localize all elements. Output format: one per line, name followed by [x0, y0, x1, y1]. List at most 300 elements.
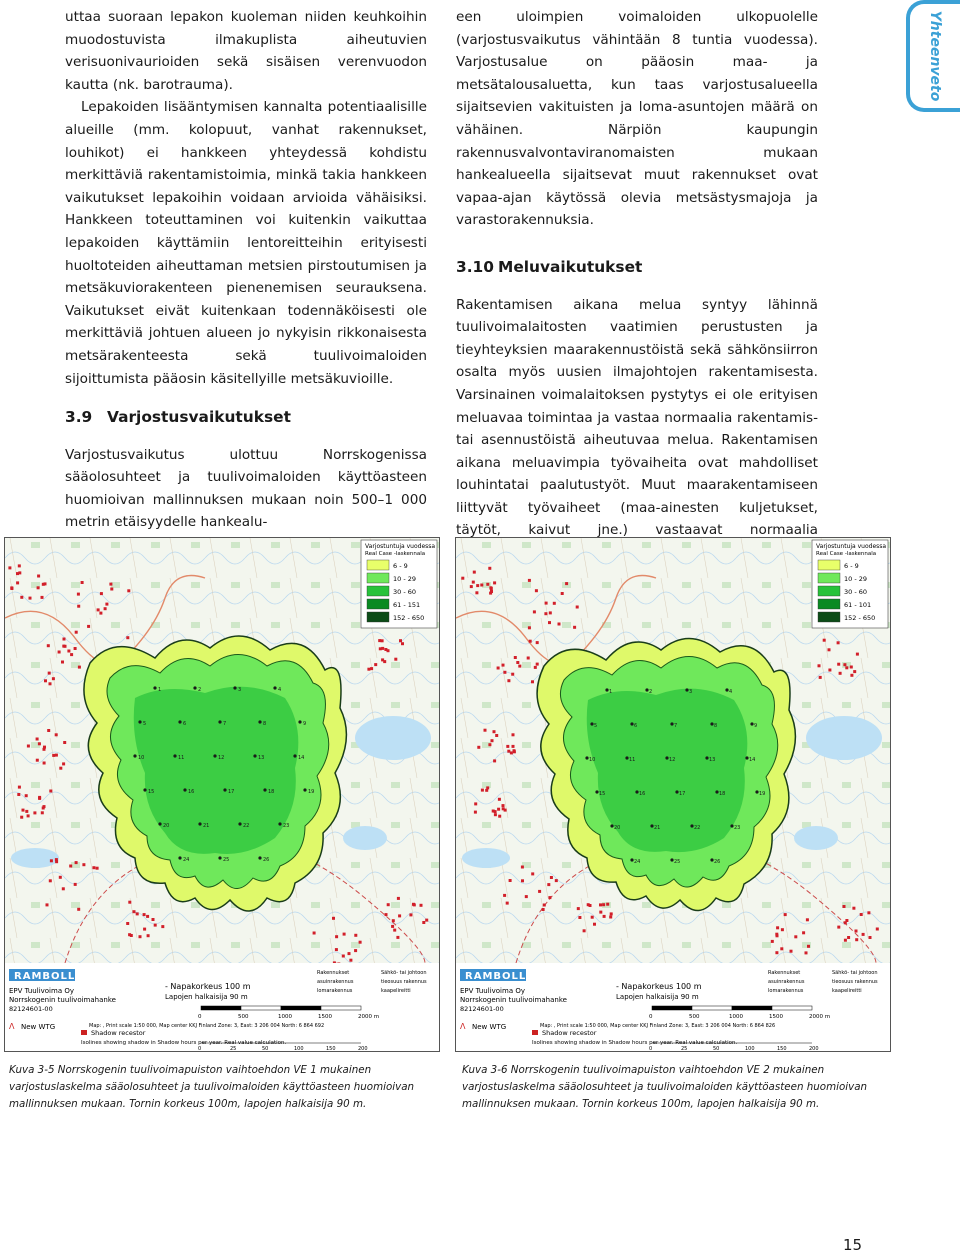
heading-text: Meluvaikutukset [498, 257, 643, 276]
receptor-icon [394, 658, 397, 661]
turbine-number: 13 [709, 757, 716, 763]
receptor-icon [74, 647, 77, 650]
turbine-icon [133, 754, 136, 757]
turbine-number: 6 [183, 721, 187, 727]
receptor-icon [818, 664, 821, 667]
turbine-number: 3 [238, 687, 242, 693]
turbine-number: 24 [183, 857, 190, 863]
receptor-icon [396, 936, 399, 939]
turbine-number: 12 [218, 755, 225, 761]
legend-swatch [367, 612, 389, 622]
project-code: 82124601-00 [9, 1005, 53, 1013]
receptor-icon [343, 933, 346, 936]
turbine-number: 14 [298, 755, 305, 761]
receptor-icon [20, 596, 23, 599]
receptor-icon [16, 581, 19, 584]
receptor-icon [133, 910, 136, 913]
receptor-icon [62, 762, 65, 765]
receptor-icon [370, 667, 373, 670]
receptor-icon [398, 914, 401, 917]
scale-label: 2000 m [358, 1014, 380, 1020]
legend-swatch [818, 573, 840, 583]
turbine-icon [263, 788, 266, 791]
scale-label-bottom: 200 [809, 1046, 819, 1051]
receptor-icon [359, 941, 362, 944]
receptor-icon [43, 805, 46, 808]
receptor-icon [52, 754, 55, 757]
receptor-icon [576, 606, 579, 609]
turbine-icon [178, 856, 181, 859]
lake [462, 848, 510, 868]
receptor-icon [548, 621, 551, 624]
receptor-icon [126, 922, 129, 925]
receptor-icon [609, 916, 612, 919]
receptor-icon [591, 916, 594, 919]
map-info: Map: , Print scale 1:50 000, Map center KKJ Finland Zone: 3, East: 3 206 004 North: 6 864 692 [89, 1023, 325, 1029]
legend-label: 10 - 29 [844, 575, 868, 583]
receptor-label: Shadow recestor [542, 1029, 597, 1037]
legend-label: 30 - 60 [844, 588, 868, 596]
receptor-icon [819, 676, 822, 679]
receptor-icon [97, 608, 100, 611]
receptor-icon [518, 665, 521, 668]
receptor-icon [506, 902, 509, 905]
receptor-icon [381, 639, 384, 642]
receptor-icon [96, 867, 99, 870]
legend-label: 152 - 650 [844, 614, 876, 622]
receptor-icon [494, 810, 497, 813]
receptor-icon [50, 859, 53, 862]
turbine-number: 10 [589, 757, 596, 763]
project-name: Norrskogenin tuulivoimahanke [460, 996, 567, 1004]
scale-segment [652, 1006, 692, 1010]
figure-caption-3-6: Kuva 3-6 Norrskogenin tuulivoimapuiston vaihtoehdon VE 2 mukainen varjostuslaskelma sääolosuhteet ja tuulivoimaloiden käyttöasteen huomioivan mallinnuksen mukaan. Tornin korkeus 100m, lapojen halkaisija 90 m. [462, 1064, 868, 1110]
heading-3-10 [456, 256, 818, 279]
new-wtg-label: New WTG [472, 1023, 507, 1031]
receptor-icon [531, 872, 534, 875]
left-column [65, 6, 427, 534]
legend-building: lomarakennus [768, 988, 804, 994]
receptor-icon [494, 813, 497, 816]
receptor-icon [43, 762, 46, 765]
scale-label-bottom: 200 [358, 1046, 368, 1051]
receptor-icon [860, 913, 863, 916]
receptor-icon [472, 581, 475, 584]
turbine-icon [138, 720, 141, 723]
receptor-icon [855, 938, 858, 941]
receptor-icon [498, 815, 501, 818]
receptor-icon [127, 589, 130, 592]
receptor-icon [44, 582, 47, 585]
legend-swatch [367, 586, 389, 596]
receptor-icon [75, 631, 78, 634]
turbine-number: 26 [714, 859, 721, 865]
shadow-map-ve2 [455, 537, 891, 1052]
receptor-icon [58, 651, 61, 654]
left-paragraph-2: Lepakoiden lisääntymisen kannalta potentiaalisille alueille (mm. kolopuut, vanhat rakennukset, louhikot) ei hankkeen yhteydessä kohdistu merkittäviä rakentamistoimia, minkä takia hankkeen vaikutukset lepakoihin voidaan arvioida vähäisiksi. Hankkeen toteuttaminen voi kuitenkin vaikuttaa lepakoiden käyttämiin lentoreitteihin erityisesti huoltoteiden aiheuttaman metsien pirstoutumisen ja metsäkuviorakenteen pienenemisen seurauksena. Vaikutukset eivät kuitenkaan todennäköisesti ole merkittäviä johtuen alueen jo nykyisin rikkonaisesta metsärakenteesta sekä tuulivoimaloiden sijoittumista pääosin käsitellyille metsäkuvioille. [65, 99, 427, 387]
receptor-icon [100, 592, 103, 595]
scale-segment [201, 1006, 241, 1010]
rotor-diameter: Lapojen halkaisija 90 m [616, 993, 699, 1001]
page-number: 15 [843, 1236, 863, 1254]
legend-title: Varjostuntuja vuodessa [365, 543, 436, 550]
legend-swatch [367, 599, 389, 609]
map-info: Map: , Print scale 1:50 000, Map center KKJ Finland Zone: 3, East: 3 206 004 North: 6 864 826 [540, 1023, 776, 1029]
legend-line: tieosuus rakennus [832, 979, 878, 985]
right-paragraph-1: een uloimpien voimaloiden ulkopuolelle (varjostusvaikutus vähintään 8 tuntia vuodessa). Varjostusalue on pääosin maa- ja metsätalousaluetta, kun taas varjostusalueella sijaitsevien vakituisten ja loma-asuntojen määrä on vähäinen. Närpiön kaupungin rakennusvalvontaviranomaisten mukaan hankealueella sijaitsevat muut rakennukset ovat vapaa-ajan käytössä olevia metsästysmajoja ja varastorakennuksia. [456, 9, 818, 229]
receptor-icon [555, 879, 558, 882]
scale-label: 0 [198, 1014, 202, 1020]
legend-line: tieosuus rakennus [381, 979, 427, 985]
receptor-icon [383, 660, 386, 663]
turbine-number: 3 [689, 689, 693, 695]
scale-label: 1000 [729, 1014, 743, 1020]
receptor-icon [525, 895, 528, 898]
scale-label-bottom: 50 [262, 1046, 269, 1051]
receptor-icon [69, 865, 72, 868]
receptor-icon [488, 567, 491, 570]
receptor-icon [77, 908, 80, 911]
receptor-icon [409, 913, 412, 916]
receptor-icon [543, 904, 546, 907]
receptor-icon [27, 745, 30, 748]
receptor-icon [33, 811, 36, 814]
receptor-icon [55, 858, 58, 861]
turbine-icon [178, 720, 181, 723]
turbine-icon [153, 686, 156, 689]
receptor-icon [502, 807, 505, 810]
receptor-icon [856, 653, 859, 656]
turbine-number: 18 [268, 789, 275, 795]
turbine-number: 18 [719, 791, 726, 797]
receptor-icon [61, 661, 64, 664]
turbine-number: 11 [178, 755, 185, 761]
receptor-icon [59, 767, 62, 770]
receptor-icon [481, 789, 484, 792]
receptor-icon [547, 883, 550, 886]
receptor-icon [845, 666, 848, 669]
receptor-icon [771, 940, 774, 943]
receptor-icon [843, 663, 846, 666]
receptor-icon [354, 934, 357, 937]
receptor-icon [807, 945, 810, 948]
company-name: EPV Tuulivoima Oy [9, 987, 74, 995]
scale-label-bottom: 25 [681, 1046, 688, 1051]
legend-label: 6 - 9 [844, 562, 859, 570]
turbine-number: 4 [729, 689, 733, 695]
legend-label: 152 - 650 [393, 614, 425, 622]
receptor-icon [49, 790, 52, 793]
receptor-icon [20, 816, 23, 819]
legend-swatch [818, 560, 840, 570]
receptor-icon [78, 666, 81, 669]
heading-text: Varjostusvaikutukset [107, 408, 291, 427]
legend-building: Rakennukset [317, 970, 350, 976]
receptor-icon [486, 583, 489, 586]
receptor-icon [502, 804, 505, 807]
turbine-number: 17 [679, 791, 686, 797]
receptor-icon [29, 597, 32, 600]
turbine-icon [213, 754, 216, 757]
receptor-icon [497, 808, 500, 811]
receptor-icon [59, 876, 62, 879]
receptor-icon [92, 866, 95, 869]
turbine-number: 9 [754, 723, 758, 729]
receptor-icon [521, 879, 524, 882]
turbine-icon [233, 686, 236, 689]
tower-height: - Napakorkeus 100 m [616, 982, 702, 991]
scale-label-bottom: 25 [230, 1046, 237, 1051]
turbine-number: 19 [759, 791, 766, 797]
scale-label: 500 [238, 1014, 249, 1020]
receptor-icon [493, 759, 496, 762]
scale-segment [732, 1006, 772, 1010]
receptor-icon [348, 952, 351, 955]
turbine-number: 7 [223, 721, 227, 727]
turbine-icon [253, 754, 256, 757]
turbine-number: 22 [243, 823, 250, 829]
scale-label-bottom: 50 [713, 1046, 720, 1051]
receptor-icon [74, 883, 77, 886]
receptor-icon [87, 625, 90, 628]
turbine-number: 22 [694, 825, 701, 831]
receptor-icon [335, 948, 338, 951]
turbine-number: 2 [198, 687, 202, 693]
receptor-icon [18, 564, 21, 567]
receptor-icon [794, 935, 797, 938]
receptor-icon [392, 919, 395, 922]
right-paragraph-2: Rakentamisen aikana melua syntyy lähinnä tuulivoimalaitosten vaatimien perustusten ja tieyhteyksien maarakennustöistä sekä sähkönsiirron osalta myös uusien ilmajohtojen rakentamisesta. Varsinainen voimalaitoksen pystytys ei ole erityisen meluavaa toimintaa ja vastaa normaalia rakentamis- tai asennustöistä aiheutuvaa melua. Rakentamisen aikana meluavimpia työvaiheita ovat mahdolliset louhintatai paalutustyöt. Muut maarakentamiseen liittyvät työvaiheet (maa-ainesten kuljetukset, täytöt, kaivut jne.) vastaavat normaalia [456, 296, 818, 539]
receptor-icon [77, 605, 80, 608]
receptor-icon [531, 680, 534, 683]
receptor-icon [823, 639, 826, 642]
receptor-icon [332, 917, 335, 920]
receptor-icon [847, 936, 850, 939]
legend-subtitle: Real Case -laskennala [816, 551, 877, 557]
turbine-icon [293, 754, 296, 757]
turbine-number: 9 [303, 721, 307, 727]
heading-number: 3.10 [456, 257, 494, 276]
receptor-icon [143, 913, 146, 916]
receptor-icon [775, 951, 778, 954]
receptor-icon [512, 733, 515, 736]
lake [794, 826, 838, 850]
receptor-icon [776, 926, 779, 929]
receptor-icon [503, 894, 506, 897]
receptor-icon [476, 584, 479, 587]
legend-label: 30 - 60 [393, 588, 417, 596]
turbine-icon [218, 720, 221, 723]
scale-label: 1500 [318, 1014, 332, 1020]
legend-line: kaapelireitti [381, 988, 411, 994]
turbine-number: 5 [143, 721, 147, 727]
receptor-icon [489, 592, 492, 595]
right-column [456, 6, 818, 565]
receptor-icon [413, 903, 416, 906]
turbine-number: 15 [148, 789, 155, 795]
heading-number: 3.9 [65, 408, 93, 427]
legend-label: 6 - 9 [393, 562, 408, 570]
tower-height: - Napakorkeus 100 m [165, 982, 251, 991]
receptor-icon [99, 612, 102, 615]
receptor-icon [161, 925, 164, 928]
receptor-icon [606, 903, 609, 906]
turbine-number: 21 [203, 823, 210, 829]
turbine-number: 23 [734, 825, 741, 831]
receptor-icon [805, 951, 808, 954]
receptor-icon [104, 607, 107, 610]
turbine-icon [193, 686, 196, 689]
receptor-icon [802, 931, 805, 934]
turbine-number: 4 [278, 687, 282, 693]
receptor-icon [399, 639, 402, 642]
receptor-icon [558, 623, 561, 626]
receptor-label: Shadow recestor [91, 1029, 146, 1037]
receptor-icon [64, 645, 67, 648]
logo-text: RAMBOLL [465, 971, 527, 982]
scale-segment [772, 1006, 812, 1010]
receptor-icon [46, 903, 49, 906]
turbine-number: 15 [599, 791, 606, 797]
left-paragraph-1: uttaa suoraan lepakon kuoleman niiden keuhkoihin muodostuvista ilmakuplista aiheutuvien verisuonivaurioiden sekä sisäisen verenvuodon kautta (nk. barotrauma). [65, 9, 427, 93]
receptor-icon [602, 903, 605, 906]
receptor-icon [565, 582, 568, 585]
turbine-number: 20 [163, 823, 170, 829]
turbine-icon [223, 788, 226, 791]
lake [11, 848, 59, 868]
scale-segment [692, 1006, 732, 1010]
turbine-number: 19 [308, 789, 315, 795]
receptor-icon [38, 797, 41, 800]
receptor-icon [852, 907, 855, 910]
turbine-number: 1 [609, 689, 613, 695]
receptor-icon [147, 934, 150, 937]
receptor-icon [545, 602, 548, 605]
receptor-icon [535, 589, 538, 592]
receptor-icon [837, 663, 840, 666]
turbine-number: 8 [714, 723, 718, 729]
receptor-icon [41, 811, 44, 814]
scale-label: 1500 [769, 1014, 783, 1020]
receptor-icon [490, 587, 493, 590]
receptor-icon [503, 671, 506, 674]
receptor-icon [36, 738, 39, 741]
turbine-icon [273, 686, 276, 689]
receptor-icon [27, 814, 30, 817]
legend-building: asuinrakennus [317, 979, 354, 985]
turbine-number: 5 [594, 723, 598, 729]
receptor-icon [548, 896, 551, 899]
receptor-icon [313, 932, 316, 935]
receptor-icon [52, 677, 55, 680]
company-name: EPV Tuulivoima Oy [460, 987, 525, 995]
turbine-number: 17 [228, 789, 235, 795]
receptor-icon [41, 596, 44, 599]
turbine-number: 10 [138, 755, 145, 761]
legend-line: kaapelireitti [832, 988, 862, 994]
turbine-icon [258, 720, 261, 723]
receptor-icon [25, 794, 28, 797]
receptor-icon [511, 673, 514, 676]
receptor-icon [391, 925, 394, 928]
receptor-icon [484, 729, 487, 732]
turbine-icon [143, 788, 146, 791]
receptor-icon [425, 919, 428, 922]
receptor-icon [577, 907, 580, 910]
turbine-number: 23 [283, 823, 290, 829]
heading-3-9 [65, 406, 427, 429]
left-paragraph-3: Varjostusvaikutus ulottuu Norrskogenissa sääolosuhteet ja tuulivoimaloiden käyttöasteen huomioivan mallinnuksen mukaan noin 500–1 000 metrin etäisyydelle hankealu- [65, 446, 427, 531]
receptor-icon [130, 934, 133, 937]
scale-segment [241, 1006, 281, 1010]
receptor-icon [461, 577, 464, 580]
receptor-icon [67, 650, 70, 653]
turbine-number: 14 [749, 757, 756, 763]
receptor-icon [486, 786, 489, 789]
legend [812, 540, 888, 628]
turbine-icon [238, 822, 241, 825]
turbine-number: 13 [258, 755, 265, 761]
turbine-number: 12 [669, 757, 676, 763]
legend-label: 61 - 151 [393, 601, 421, 609]
turbine-number: 8 [263, 721, 267, 727]
turbine-icon [303, 788, 306, 791]
receptor-icon [513, 750, 516, 753]
receptor-icon [48, 672, 51, 675]
receptor-icon [146, 915, 149, 918]
turbine-number: 7 [674, 723, 678, 729]
legend-swatch [818, 586, 840, 596]
receptor-icon [528, 626, 531, 629]
scale-segment [281, 1006, 321, 1010]
receptor-icon [876, 928, 879, 931]
receptor-icon [844, 939, 847, 942]
turbine-number: 25 [223, 857, 230, 863]
receptor-icon [387, 903, 390, 906]
legend-subtitle: Real Case -laskennala [365, 551, 426, 557]
receptor-icon [781, 928, 784, 931]
receptor-icon [603, 915, 606, 918]
receptor-icon [63, 741, 66, 744]
receptor-icon [850, 674, 853, 677]
receptor-icon [422, 921, 425, 924]
receptor-icon [474, 802, 477, 805]
turbine-number: 6 [634, 723, 638, 729]
receptor-icon [536, 641, 539, 644]
receptor-icon [477, 746, 480, 749]
receptor-icon [512, 745, 515, 748]
scale-label-bottom: 100 [294, 1046, 304, 1051]
receptor-icon [533, 610, 536, 613]
receptor-icon [488, 743, 491, 746]
legend-swatch [367, 560, 389, 570]
receptor-icon [534, 666, 537, 669]
scale-label-bottom: 0 [649, 1046, 653, 1051]
receptor-icon [136, 912, 139, 915]
lake [343, 826, 387, 850]
scale-label-bottom: 150 [326, 1046, 336, 1051]
receptor-icon [514, 656, 517, 659]
receptor-icon [401, 642, 404, 645]
legend-line: Sähkö- tai johtoon [381, 970, 427, 976]
receptor-icon [470, 585, 473, 588]
receptor-icon [17, 793, 20, 796]
receptor-icon [342, 955, 345, 958]
receptor-icon [44, 679, 47, 682]
turbine-icon [158, 822, 161, 825]
receptor-icon [143, 928, 146, 931]
receptor-icon [47, 644, 50, 647]
